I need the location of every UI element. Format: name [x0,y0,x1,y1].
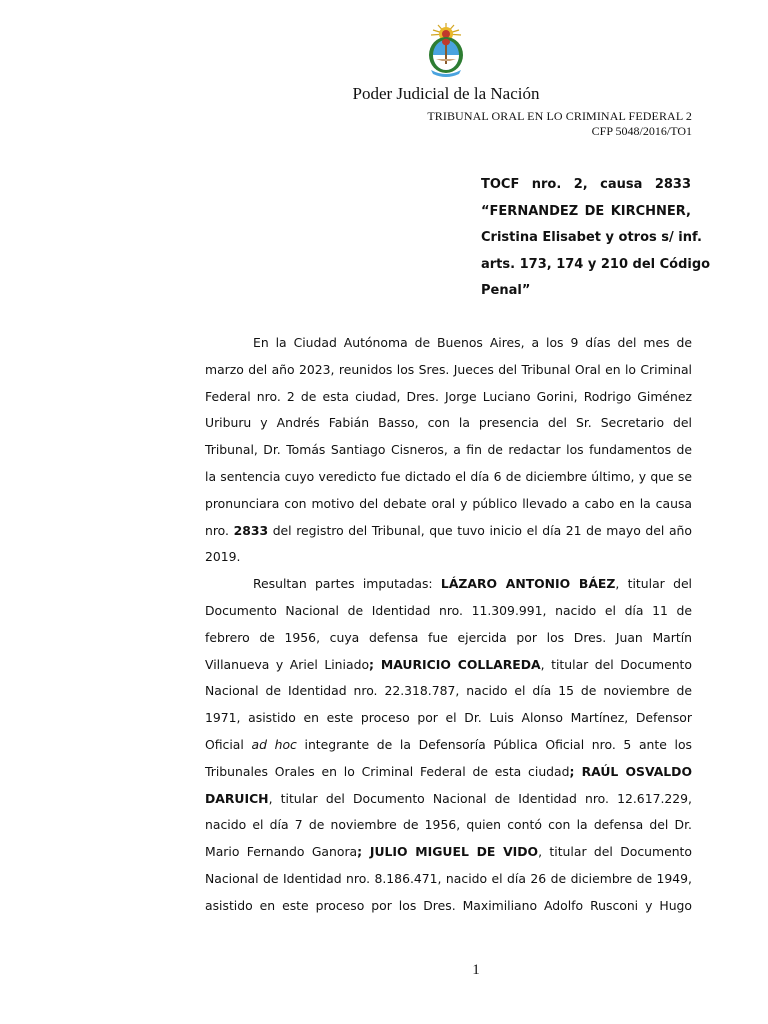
paragraph-line [205,652,692,679]
text-segment: Resultan partes imputadas: [253,576,441,592]
paragraph-line: la sentencia cuyo veredicto fue dictado el día 6 de diciembre último, y que se [205,468,692,484]
paragraph-line: 2019. [205,549,241,565]
text-segment: Villanueva y Ariel Liniado [205,656,370,672]
paragraph-line: Nacional de Identidad nro. 22.318.787, nacido el día 15 de noviembre de [205,683,692,699]
tribunal-name: TRIBUNAL ORAL EN LO CRIMINAL FEDERAL 2 [427,109,692,123]
text-segment: Tribunales Orales en lo Criminal Federal de esta ciudad [205,763,570,779]
defendant-name: ; JULIO MIGUEL DE VIDO [357,844,539,860]
paragraph-line [205,732,692,759]
text-segment: integrante de la Defensoría Pública Oficial nro. 5 ante los [296,736,692,752]
paragraph-line [205,518,692,545]
defendants-paragraph [205,571,692,919]
defendant-name: ; MAURICIO COLLAREDA [369,656,541,672]
caption-line: TOCF nro. 2, causa 2833 [481,177,691,192]
paragraph-line [205,759,692,786]
paragraph-line: 1971, asistido en este proceso por el Dr. Luis Alonso Martínez, Defensor [205,710,692,726]
paragraph-line: Tribunal, Dr. Tomás Santiago Cisneros, a fin de redactar los fundamentos de [205,442,692,458]
paragraph-line: nacido el día 7 de noviembre de 1956, quien contó con la defensa del Dr. [205,817,692,833]
case-number-bold: 2833 [233,522,269,538]
coat-of-arms-icon [425,22,467,80]
italic-term: ad hoc [251,736,297,752]
text-segment: , titular del Documento [538,844,692,860]
caption-line: arts. 173, 174 y 210 del Código [481,256,711,272]
caption-line: Cristina Elisabet y otros s/ inf. [481,230,702,245]
case-caption [481,172,711,305]
paragraph-line: Documento Nacional de Identidad nro. 11.309.991, nacido el día 11 de [205,602,692,618]
text-segment: Oficial [205,736,252,752]
text-segment: , titular del Documento Nacional de Identidad nro. 12.617.229, [268,790,692,806]
case-number: CFP 5048/2016/TO1 [591,124,692,138]
text-segment: , titular del [615,576,693,592]
paragraph-line: asistido en este proceso por los Dres. Maximiliano Adolfo Rusconi y Hugo [205,897,692,913]
defendant-name: ; RAÚL OSVALDO [569,763,693,779]
page-number: 1 [472,962,480,978]
court-name: Poder Judicial de la Nación [352,84,540,103]
caption-line: “FERNANDEZ DE KIRCHNER, [481,203,691,219]
paragraph-line: Nacional de Identidad nro. 8.186.471, nacido el día 26 de diciembre de 1949, [205,870,692,886]
caption-line: Penal” [481,283,531,298]
paragraph-line: Federal nro. 2 de esta ciudad, Dres. Jorge Luciano Gorini, Rodrigo Giménez [205,388,692,404]
ruling-body [205,330,692,920]
paragraph-line: Uriburu y Andrés Fabián Basso, con la presencia del Sr. Secretario del [205,415,692,431]
paragraph-line: febrero de 1956, cuya defensa fue ejercida por los Dres. Juan Martín [205,629,692,645]
paragraph-line: pronunciara con motivo del debate oral y público llevado a cabo en la causa [205,495,692,511]
opening-paragraph [205,330,692,571]
paragraph-line: marzo del año 2023, reunidos los Sres. Jueces del Tribunal Oral en lo Criminal [205,361,692,377]
paragraph-line: En la Ciudad Autónoma de Buenos Aires, a los 9 días del mes de [253,335,692,350]
text-segment: Mario Fernando Ganora [205,844,358,860]
paragraph-line [205,839,692,866]
text-segment: nro. [205,522,234,538]
paragraph-line [205,786,692,813]
defendant-name: LÁZARO ANTONIO BÁEZ [440,576,616,592]
defendant-name: DARUICH [205,790,269,806]
text-segment: , titular del Documento [540,656,692,672]
text-segment: del registro del Tribunal, que tuvo inicio el día 21 de mayo del año [268,522,692,538]
paragraph-line [205,571,692,598]
